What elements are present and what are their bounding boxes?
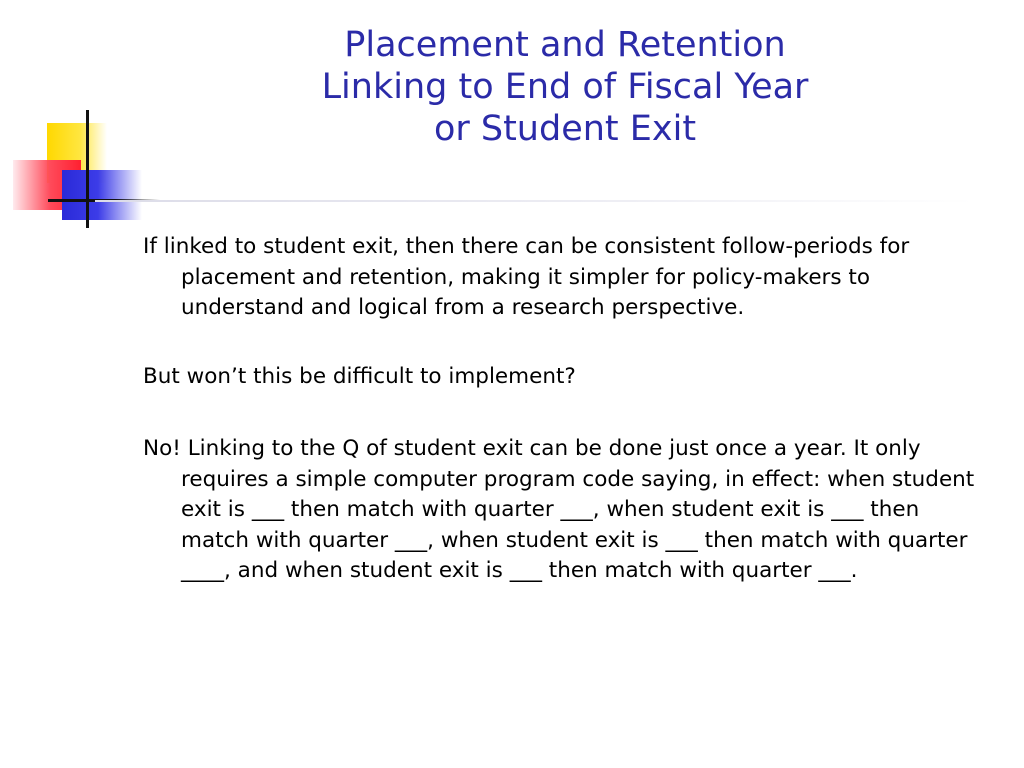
- blue-square: [62, 170, 142, 220]
- slide-title: [190, 24, 940, 150]
- title-divider: [95, 200, 975, 202]
- vertical-line: [86, 110, 89, 228]
- paragraph-question: But won’t this be difficult to implement?: [143, 363, 576, 389]
- decorative-squares-logo: [0, 0, 160, 240]
- title-line-2: Linking to End of Fiscal Year: [321, 67, 809, 107]
- title-line-1: Placement and Retention: [344, 25, 786, 65]
- slide-body: [143, 232, 993, 587]
- paragraph-student-exit: If linked to student exit, then there can be consistent follow-periods for placement and retention, making it simpler for policy-makers to understand and logical from a research perspective.: [143, 234, 910, 320]
- paragraph-answer: No! Linking to the Q of student exit can be done just once a year. It only requires a simple computer program code saying, in effect: when student exit is ___ then match with quarter ___, when student exit is ___ then match with quarter ___, when student exit is ___ then match with quarter ____, and when student exit is ___ then match with quarter ___.: [143, 436, 975, 583]
- title-line-3: or Student Exit: [433, 109, 697, 149]
